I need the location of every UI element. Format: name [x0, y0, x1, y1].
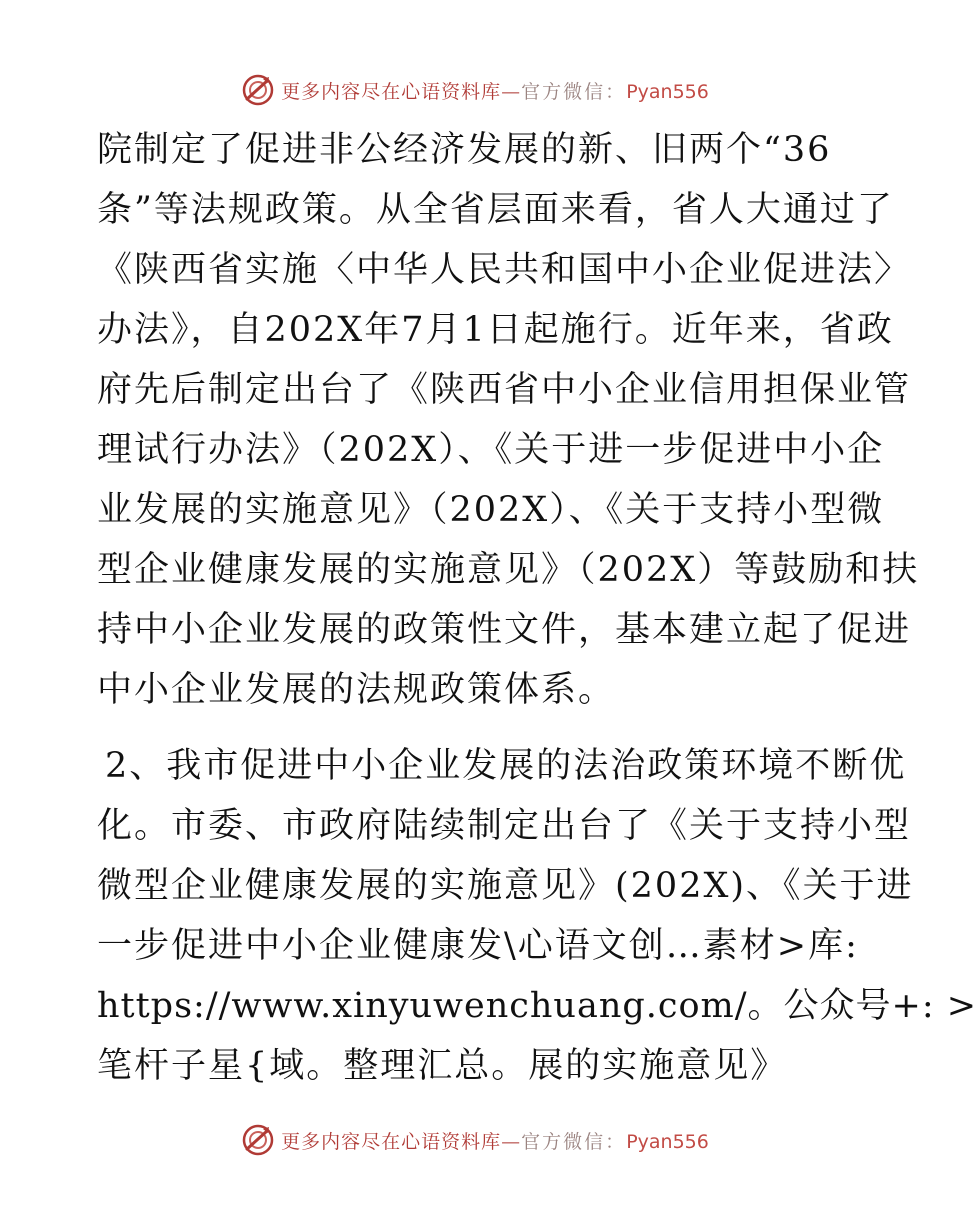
text-line: 型企业健康发展的实施意见》（202X）等鼓励和扶 [97, 550, 920, 590]
paragraph-gap [97, 720, 877, 736]
text-line: 业发展的实施意见》（202X）、《关于支持小型微 [97, 490, 885, 530]
logo-icon [241, 1123, 275, 1157]
header-watermark [0, 70, 950, 110]
watermark-wechat-id: Pyan556 [626, 1130, 709, 1153]
footer-watermark [0, 1120, 950, 1160]
text-line: 化。市委、市政府陆续制定出台了《关于支持小型 [97, 806, 912, 846]
watermark-separator: — [501, 80, 522, 103]
watermark-wechat-label: 官方微信： [521, 1130, 627, 1153]
watermark-main: 更多内容尽在心语资料库 [281, 80, 502, 103]
text-line: 府先后制定出台了《陕西省中小企业信用担保业管 [97, 370, 912, 410]
text-line: 笔杆子星{域。整理汇总。展的实施意见》 [97, 1046, 788, 1086]
url-line: https://www.xinyuwenchuang.com/。公众号+: > [97, 986, 977, 1026]
text-line: 一步促进中小企业健康发\心语文创…素材>库: [97, 926, 859, 966]
watermark-wechat-id: Pyan556 [626, 80, 709, 103]
document-body [97, 120, 977, 1096]
paragraph-2 [97, 736, 977, 1096]
text-line: 理试行办法》（202X）、《关于进一步促进中小企 [97, 430, 885, 470]
logo-icon [241, 73, 275, 107]
text-line: 2、我市促进中小企业发展的法治政策环境不断优 [105, 746, 907, 786]
text-line: 《陕西省实施〈中华人民共和国中小企业促进法〉 [97, 250, 912, 290]
watermark-main: 更多内容尽在心语资料库 [281, 1130, 502, 1153]
watermark-text [281, 1127, 709, 1154]
watermark-separator: — [501, 1130, 522, 1153]
watermark-text [281, 77, 709, 104]
watermark-wechat-label: 官方微信： [521, 80, 627, 103]
text-line: 持中小企业发展的政策性文件，基本建立起了促进 [97, 610, 912, 650]
text-line: 条”等法规政策。从全省层面来看，省人大通过了 [97, 190, 894, 230]
paragraph-1 [97, 120, 920, 720]
text-line: 院制定了促进非公经济发展的新、旧两个“36 [97, 130, 832, 170]
text-line: 办法》，自202X年7月1日起施行。近年来，省政 [97, 310, 894, 350]
text-line: 微型企业健康发展的实施意见》(202X)、《关于进 [97, 866, 914, 906]
text-line: 中小企业发展的法规政策体系。 [97, 670, 616, 710]
